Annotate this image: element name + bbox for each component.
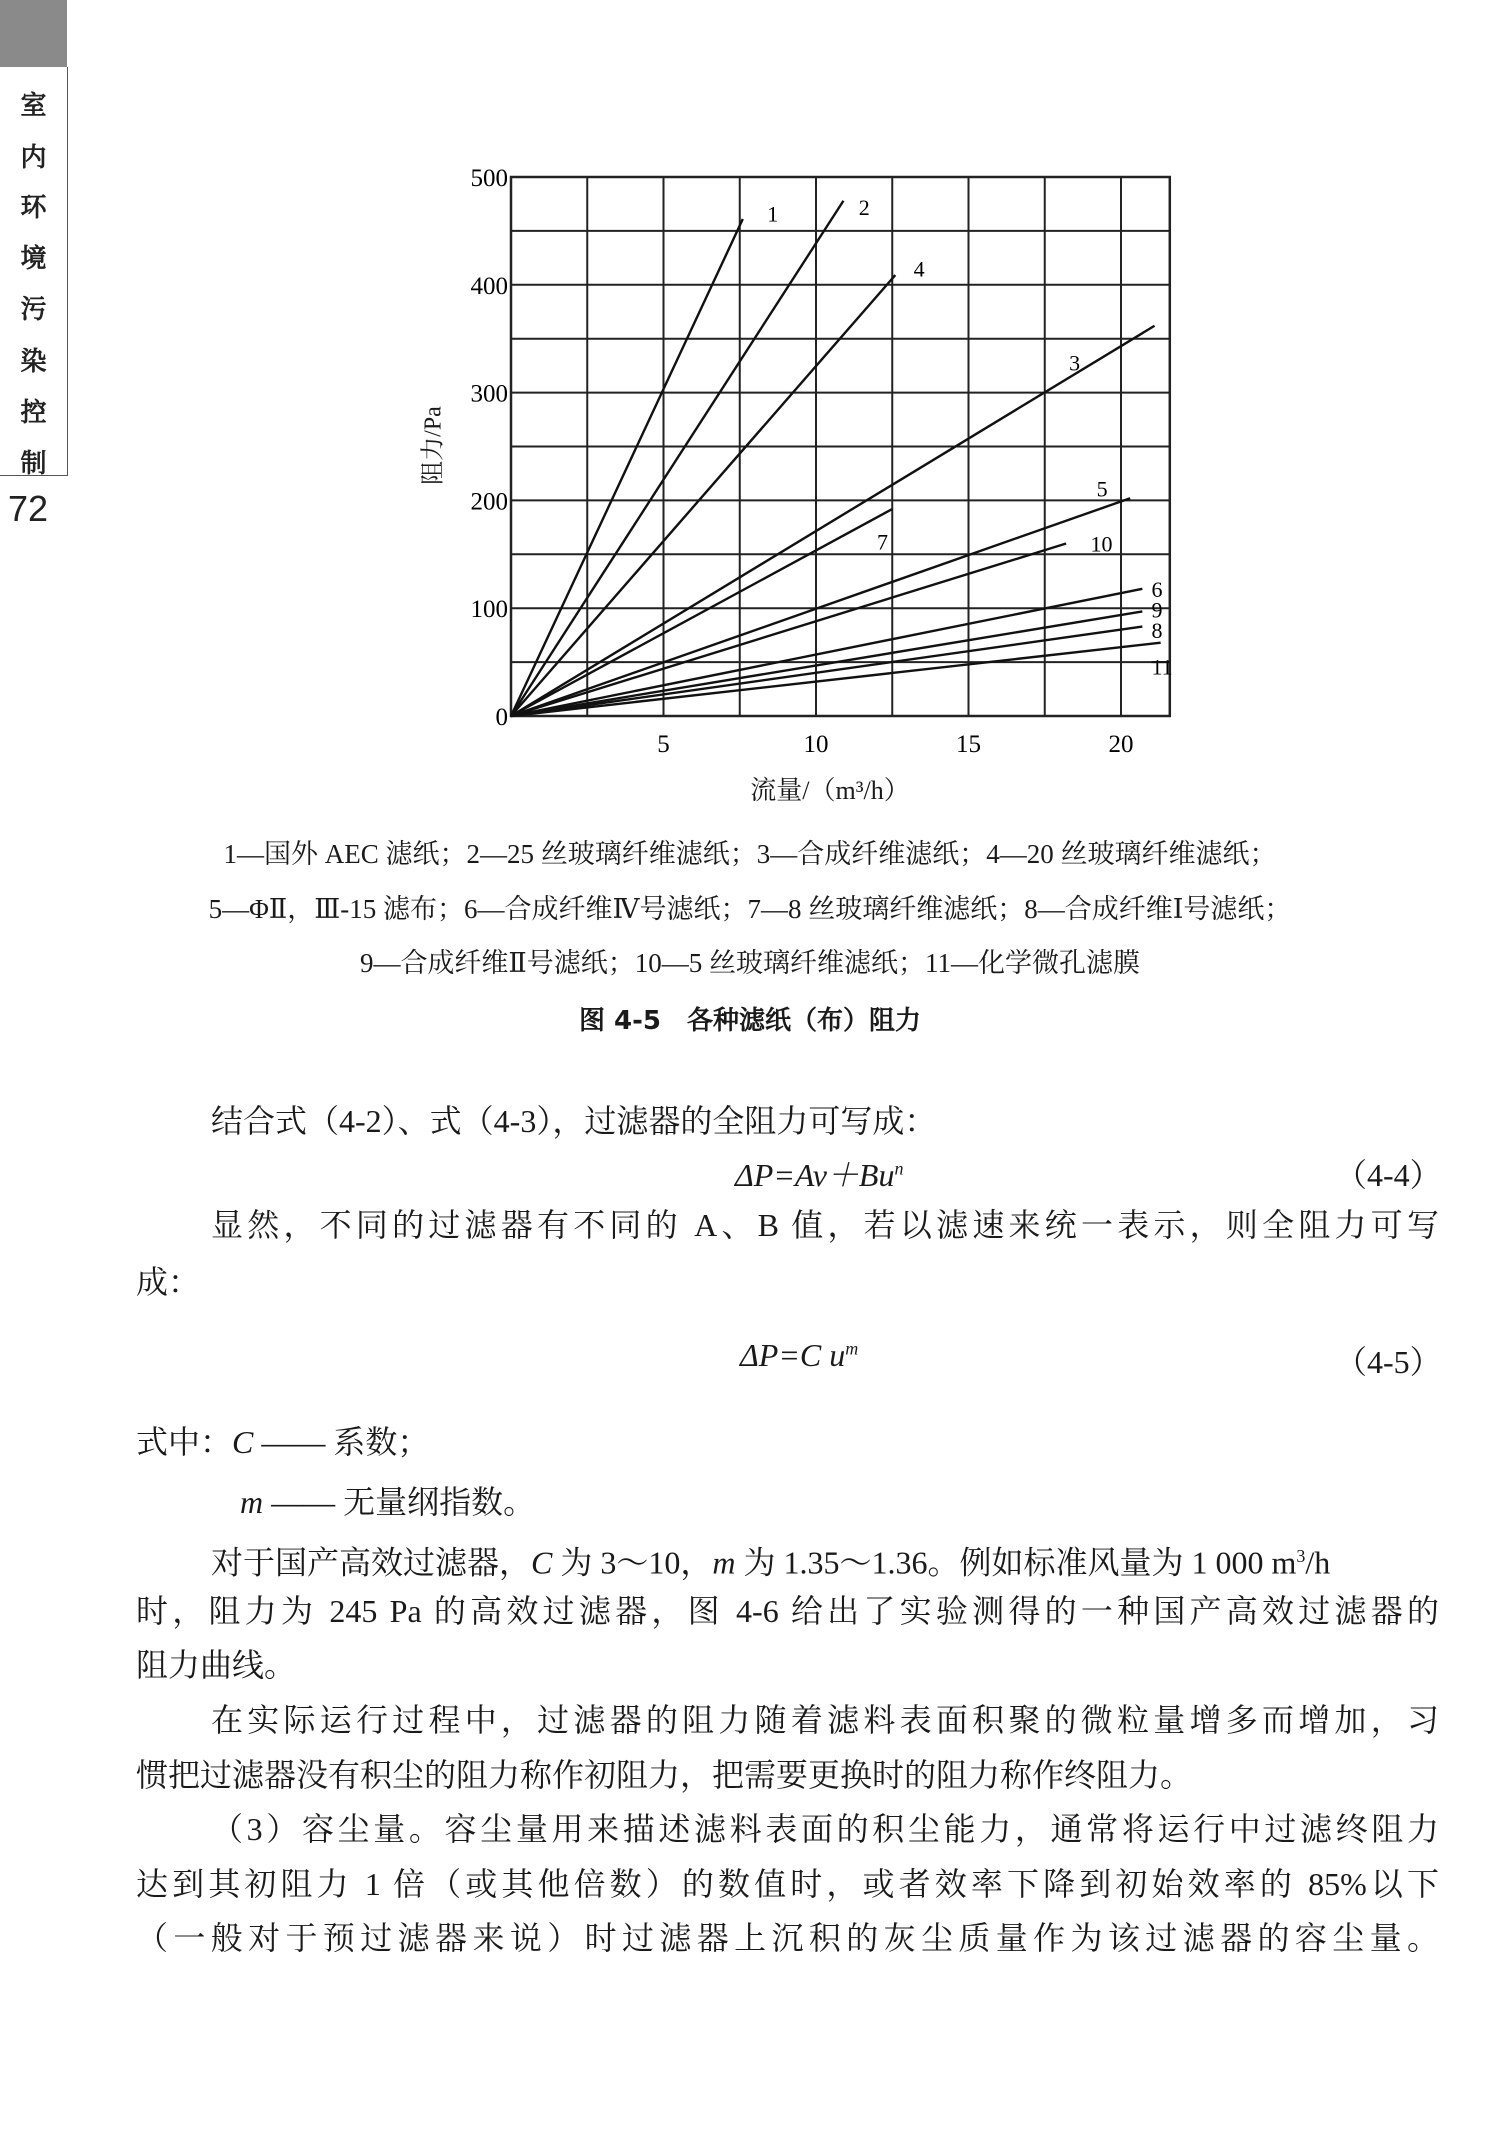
superscript: 3 <box>1296 1546 1306 1566</box>
figure-title: 图 4-5 各种滤纸（布）阻力 <box>578 1006 922 1036</box>
series-label-3: 3 <box>1069 350 1081 376</box>
series-line-10 <box>511 544 1066 716</box>
series-line-3 <box>511 326 1155 716</box>
sidebar-char: 室 <box>20 91 47 121</box>
definition-prefix: 式中： <box>136 1424 233 1460</box>
sidebar-char: 染 <box>20 347 47 377</box>
equation-number: （4-4） <box>1335 1157 1442 1193</box>
series-line-5 <box>511 498 1130 716</box>
equation-number: （4-5） <box>1335 1344 1442 1380</box>
equation-4-4 <box>735 1150 903 1196</box>
symbol: C <box>531 1544 553 1581</box>
x-tick-label: 5 <box>657 731 670 758</box>
paragraph-line: 阻力曲线。 <box>136 1647 297 1683</box>
y-tick-label: 300 <box>470 380 508 408</box>
sidebar-char: 制 <box>20 449 47 479</box>
x-tick-label: 10 <box>803 731 829 758</box>
sidebar-char: 控 <box>20 398 47 428</box>
equation-text: ΔP=Av＋Bu <box>735 1157 895 1193</box>
text: 对于国产高效过滤器， <box>211 1544 532 1581</box>
series-label-7: 7 <box>877 529 888 555</box>
legend-caption-line: 5—ΦⅡ，Ⅲ-15 滤布；6—合成纤维Ⅳ号滤纸；7—8 丝玻璃纤维滤纸；8—合成纤维Ⅰ号滤纸； <box>208 894 1292 924</box>
paragraph-line: 时，阻力为 245 Pa 的高效过滤器，图 4-6 给出了实验测得的一种国产高效过滤器的 <box>136 1593 1439 1629</box>
series-line-2 <box>511 201 843 716</box>
series-label-5: 5 <box>1096 476 1108 502</box>
definition-m <box>240 1482 1500 1522</box>
series-label-10: 10 <box>1090 531 1113 557</box>
x-tick-label: 15 <box>956 731 981 758</box>
legend-caption-line: 1—国外 AEC 滤纸；2—25 丝玻璃纤维滤纸；3—合成纤维滤纸；4—20 丝玻璃纤维滤纸； <box>223 839 1277 869</box>
series-label-6: 6 <box>1151 576 1163 602</box>
definition-c <box>136 1422 1439 1462</box>
series-label-4: 4 <box>913 256 925 282</box>
y-tick-label: 200 <box>470 488 508 516</box>
definition-text: —— 系数； <box>261 1424 430 1460</box>
symbol: m <box>712 1544 736 1581</box>
page-number: 72 <box>8 488 49 529</box>
paragraph-line: 在实际运行过程中，过滤器的阻力随着滤料表面积聚的微粒量增多而增加，习 <box>211 1702 1439 1738</box>
sidebar-char: 污 <box>20 295 47 325</box>
symbol: m <box>240 1484 264 1520</box>
y-tick-label: 0 <box>495 704 508 731</box>
paragraph-line: 显然，不同的过滤器有不同的 A、B 值，若以滤速来统一表示，则全阻力可写 <box>211 1207 1439 1243</box>
paragraph-line: 成： <box>136 1264 201 1300</box>
y-axis-label: 阻力/Pa <box>420 406 447 485</box>
y-tick-label: 400 <box>470 272 508 300</box>
y-tick-label: 500 <box>470 165 508 192</box>
series-label-9: 9 <box>1151 597 1163 623</box>
legend-caption-line: 9—合成纤维Ⅱ号滤纸；10—5 丝玻璃纤维滤纸；11—化学微孔滤膜 <box>359 948 1141 978</box>
text: 为 3～10， <box>552 1544 713 1581</box>
series-label-2: 2 <box>858 195 870 221</box>
series-line-11 <box>511 643 1161 716</box>
y-tick-label: 100 <box>470 596 508 624</box>
paragraph-line: （一般对于预过滤器来说）时过滤器上沉积的灰尘质量作为该过滤器的容尘量。 <box>136 1920 1439 1956</box>
series-label-8: 8 <box>1151 617 1163 643</box>
paragraph-line: 结合式（4-2）、式（4-3），过滤器的全阻力可写成： <box>211 1103 937 1139</box>
paragraph-line <box>211 1536 1439 1583</box>
paragraph-line: 达到其初阻力 1 倍（或其他倍数）的数值时，或者效率下降到初始效率的 85%以下 <box>136 1866 1439 1902</box>
sidebar-char: 环 <box>20 193 47 223</box>
sidebar-char: 内 <box>20 143 47 173</box>
sidebar-char: 境 <box>20 244 47 274</box>
series-line-8 <box>511 627 1142 716</box>
text: 为 1.35～1.36。例如标准风量为 1 000 m <box>735 1544 1297 1581</box>
definition-text: —— 无量纲指数。 <box>271 1484 536 1520</box>
series-line-1 <box>511 219 743 716</box>
series-label-11: 11 <box>1151 654 1173 680</box>
x-tick-label: 20 <box>1108 731 1134 758</box>
x-axis-label: 流量/（m³/h） <box>750 776 910 805</box>
symbol: C <box>232 1424 254 1460</box>
paragraph-line: （3）容尘量。容尘量用来描述滤料表面的积尘能力，通常将运行中过滤终阻力 <box>211 1811 1439 1847</box>
resistance-chart <box>0 0 1500 820</box>
equation-exponent: m <box>845 1338 859 1359</box>
text: /h <box>1305 1544 1331 1581</box>
equation-4-5 <box>740 1337 858 1374</box>
series-label-1: 1 <box>767 201 779 227</box>
paragraph-line: 惯把过滤器没有积尘的阻力称作初阻力，把需要更换时的阻力称作终阻力。 <box>136 1757 1193 1793</box>
equation-exponent: n <box>894 1158 904 1179</box>
equation-text: ΔP=C u <box>740 1337 846 1373</box>
